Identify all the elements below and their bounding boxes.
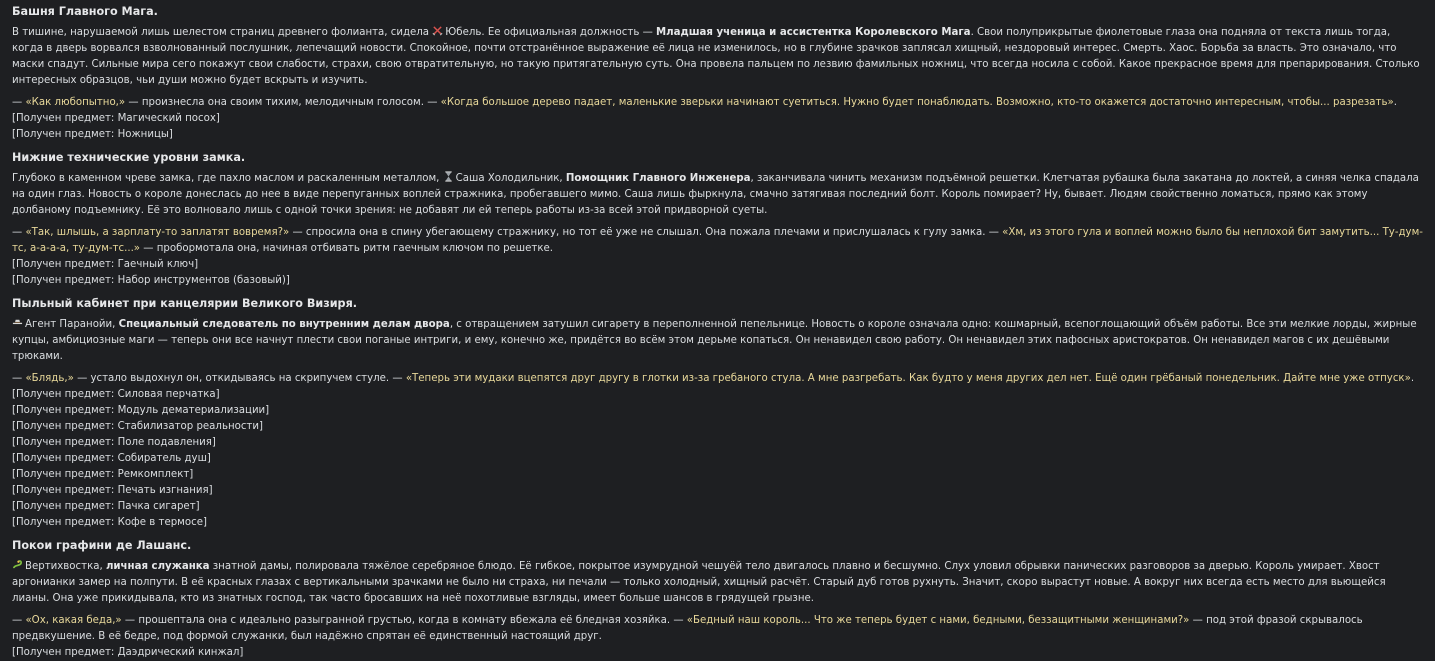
character-name: Агент Паранойи, bbox=[25, 319, 119, 330]
dialogue-line bbox=[12, 613, 1423, 645]
paragraph-body: , с отвращением затушил сигарету в переполненной пепельнице. Новость о короле означала одно: кошмарный, всепоглощающий объём работы. Все эти мелкие лорды, жирные купцы, амбициозные маги — теперь они все начнут плести свои поганые интриги, и ему, конечно же, придётся во всём этом дерьме копаться. Он ненавидел свою работу. Он ненавидел этих пафосных аристократов. Он ненавидел магов с их дешёвыми трюками. bbox=[12, 319, 1417, 362]
hourglass-icon bbox=[443, 171, 454, 182]
item-received-line: [Получен предмет: Набор инструментов (базовый)] bbox=[12, 275, 290, 286]
item-received-line: [Получен предмет: Силовая перчатка] bbox=[12, 389, 220, 400]
section-title: Нижние технические уровни замка. bbox=[12, 151, 246, 164]
detective-icon bbox=[12, 317, 23, 328]
dialogue-narration: . bbox=[1393, 97, 1397, 108]
dialogue-quote: «Как любопытно,» bbox=[25, 97, 126, 108]
narrative-paragraph bbox=[12, 25, 1423, 89]
dialogue-narration: — устало выдохнул он, откидываясь на скрипучем стуле. — bbox=[73, 373, 406, 384]
paragraph-body: , заканчивала чинить механизм подъёмной решетки. Клетчатая рубашка была закатана до локтей, а синяя челка спадала на один глаз. Новость о короле донеслась до нее в виде перепуганных воплей стражника, пробегавшего мимо. Саша лишь фыркнула, смачно затягивая последний болт. Король помирает? Ну, бывает. Людям свойственно ломаться, прямо как этому долбаному подъемнику. Её это волновало лишь с одной точки зрения: не добавят ли ей теперь работы из-за всей этой придворной суеты. bbox=[12, 173, 1419, 216]
item-received-line: [Получен предмет: Ремкомплект] bbox=[12, 469, 194, 480]
dialogue-narration: — спросила она в спину убегающему стражнику, но тот её уже не слышал. Она пожала плечами и прислушалась к гулу замка. — bbox=[289, 227, 1003, 238]
dialogue-narration: — под этой фразой скрывалось предвкушение. В её бедре, под формой служанки, был надёжно спрятан её единственный настоящий друг. bbox=[12, 615, 1363, 642]
item-received-line: [Получен предмет: Пачка сигарет] bbox=[12, 501, 200, 512]
dialogue-dash: — bbox=[12, 227, 26, 238]
character-name: Вертихвостка, bbox=[25, 561, 106, 572]
paragraph-body: знатной дамы, полировала тяжёлое серебряное блюдо. Её гибкое, покрытое изумрудной чешуёй тело двигалось плавно и бесшумно. Слух уловил обрывки панических разговоров за дверью. Король умирает. Хвост аргонианки замер на полпути. В её красных глазах с вертикальными зрачками не было ни страха, ни печали — только холодный, хищный расчёт. Старый дуб готов рухнуть. Значит, скоро вырастут новые. А вокруг них всегда есть место для вьющейся лианы. Она уже прикидывала, кто из знатных господ, так часто бросавших на неё похотливые взгляды, имеет больше шансов в грядущей грызне. bbox=[12, 561, 1386, 604]
snake-icon bbox=[12, 559, 23, 570]
dialogue-quote: «Блядь,» bbox=[25, 373, 74, 384]
dialogue-quote: «Ох, какая беда,» bbox=[25, 615, 122, 626]
dialogue-line bbox=[12, 371, 1423, 387]
dialogue-quote: «Хм, из этого гула и воплей можно было бы неплохой бит замутить... Ту-дум-тс, а-а-а-а, ту-дум-тс...» bbox=[12, 227, 1423, 254]
character-role: личная служанка bbox=[105, 561, 210, 572]
item-received-line: [Получен предмет: Магический посох] bbox=[12, 113, 220, 124]
dialogue-dash: — bbox=[12, 97, 26, 108]
item-received-line: [Получен предмет: Гаечный ключ] bbox=[12, 259, 199, 270]
story-section bbox=[12, 3, 1423, 143]
paragraph-intro: Глубоко в каменном чреве замка, где пахло маслом и раскаленным металлом, bbox=[12, 173, 443, 184]
item-received-line: [Получен предмет: Кофе в термосе] bbox=[12, 517, 207, 528]
dialogue-narration: . bbox=[1410, 373, 1415, 384]
narrative-paragraph bbox=[12, 559, 1423, 607]
dialogue-line bbox=[12, 95, 1423, 111]
dialogue-quote: «Так, шлышь, а зарплату-то заплатят вовремя?» bbox=[25, 227, 290, 238]
dialogue-narration: — произнесла она своим тихим, мелодичным голосом. — bbox=[125, 97, 441, 108]
character-name: Юбель. Ее официальная должность — bbox=[445, 27, 656, 38]
narrative-paragraph bbox=[12, 317, 1423, 365]
character-role: Специальный следователь по внутренним делам двора bbox=[118, 319, 450, 330]
paragraph-intro: В тишине, нарушаемой лишь шелестом страниц древнего фолианта, сидела bbox=[12, 27, 433, 38]
story-section bbox=[12, 149, 1423, 289]
character-role: Помощник Главного Инженера bbox=[565, 173, 751, 184]
item-received-line: [Получен предмет: Даэдрический кинжал] bbox=[12, 647, 244, 658]
section-title: Покои графини де Лашанс. bbox=[12, 539, 192, 552]
story-section bbox=[12, 537, 1423, 661]
dialogue-dash: — bbox=[12, 373, 26, 384]
section-title: Башня Главного Мага. bbox=[12, 5, 158, 18]
character-role: Младшая ученица и ассистентка Королевского Мага bbox=[656, 27, 971, 38]
dialogue-line bbox=[12, 225, 1423, 257]
item-received-line: [Получен предмет: Печать изгнания] bbox=[12, 485, 213, 496]
crossed-swords-icon bbox=[432, 25, 443, 36]
story-section bbox=[12, 295, 1423, 531]
narrative-paragraph bbox=[12, 171, 1423, 219]
paragraph-body: . Свои полуприкрытые фиолетовые глаза она подняла от текста лишь тогда, когда в дверь ворвался взволнованный послушник, лепечащий новости. Спокойное, почти отстранённое выражение её лица не изменилось, но в глубине зрачков заплясал хищный, нездоровый интерес. Смерть. Хаос. Борьба за власть. Это означало, что маски спадут. Сильные мира сего покажут свои слабости, страхи, свою отвратительную, но такую притягательную суть. Она провела пальцем по лезвию фамильных ножниц, что всегда носила с собой. Какое прекрасное время для препарирования. Столько интересных образцов, чьи души можно будет вскрыть и изучить. bbox=[12, 27, 1420, 86]
dialogue-quote: «Теперь эти мудаки вцепятся друг другу в глотки из-за гребаного стула. А мне разгребать. Как будто у меня других дел нет. Ещё один грёбаный понедельник. Дайте мне уже отпуск» bbox=[405, 373, 1411, 384]
item-received-line: [Получен предмет: Стабилизатор реальности] bbox=[12, 421, 263, 432]
character-name: Саша Холодильник, bbox=[455, 173, 566, 184]
item-received-line: [Получен предмет: Собиратель душ] bbox=[12, 453, 211, 464]
item-received-line: [Получен предмет: Поле подавления] bbox=[12, 437, 216, 448]
item-received-line: [Получен предмет: Ножницы] bbox=[12, 129, 173, 140]
dialogue-quote: «Когда большое дерево падает, маленькие зверьки начинают суетиться. Нужно будет понаблюдать. Возможно, кто-то окажется достаточно интересным, чтобы... разрезать» bbox=[440, 97, 1394, 108]
dialogue-narration: — прошептала она с идеально разыгранной грустью, когда в комнату вбежала её бледная хозяйка. — bbox=[121, 615, 687, 626]
dialogue-quote: «Бедный наш король... Что же теперь будет с нами, бедными, беззащитными женщинами?» bbox=[686, 615, 1190, 626]
section-title: Пыльный кабинет при канцелярии Великого Визиря. bbox=[12, 297, 357, 310]
dialogue-narration: — пробормотала она, начиная отбивать ритм гаечным ключом по решетке. bbox=[140, 243, 553, 254]
item-received-line: [Получен предмет: Модуль дематериализации] bbox=[12, 405, 270, 416]
dialogue-dash: — bbox=[12, 615, 26, 626]
